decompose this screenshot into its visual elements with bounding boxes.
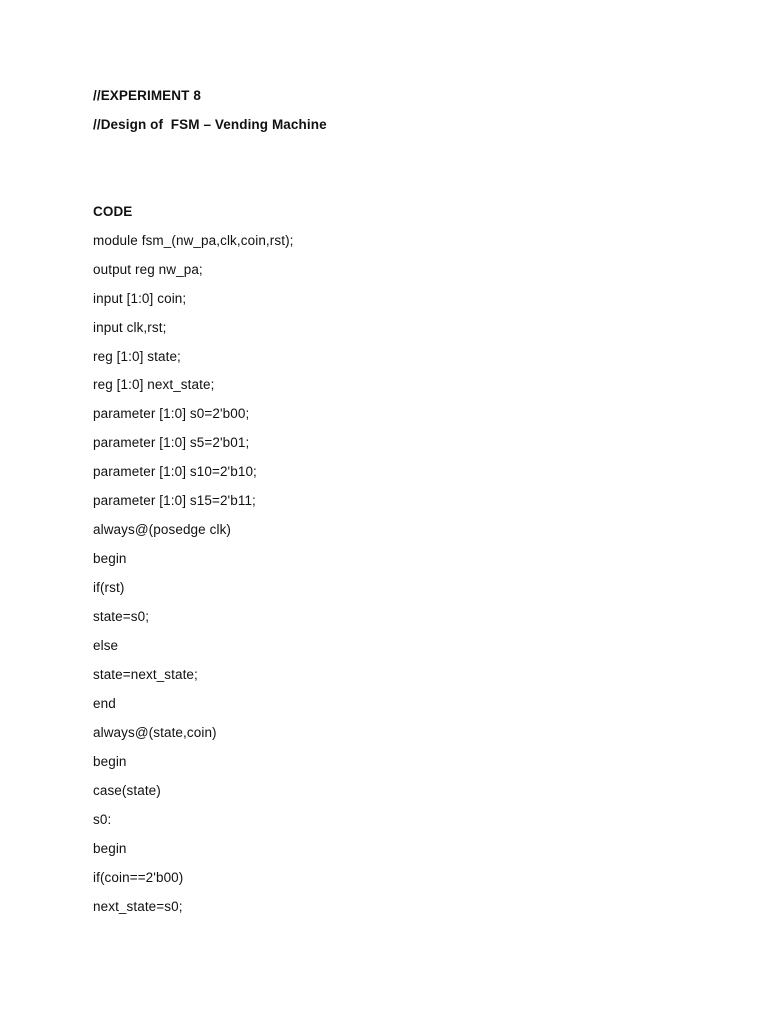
code-line: always@(posedge clk): [93, 522, 232, 537]
code-line: state=s0;: [93, 609, 150, 624]
design-heading: //Design of FSM – Vending Machine: [93, 117, 327, 132]
code-line: begin: [93, 841, 127, 856]
code-line: if(coin==2'b00): [93, 870, 184, 885]
code-line: s0:: [93, 812, 112, 827]
code-line: parameter [1:0] s10=2'b10;: [93, 464, 257, 479]
code-line: module fsm_(nw_pa,clk,coin,rst);: [93, 233, 294, 248]
code-line: if(rst): [93, 580, 125, 595]
code-line: case(state): [93, 783, 161, 798]
code-section-title: CODE: [93, 204, 133, 219]
code-line: state=next_state;: [93, 667, 198, 682]
code-line: always@(state,coin): [93, 725, 217, 740]
code-line: input clk,rst;: [93, 320, 167, 335]
code-line: begin: [93, 551, 127, 566]
code-line: parameter [1:0] s5=2'b01;: [93, 435, 250, 450]
code-line: input [1:0] coin;: [93, 291, 187, 306]
code-line: parameter [1:0] s0=2'b00;: [93, 406, 250, 421]
code-line: end: [93, 696, 116, 711]
code-line: begin: [93, 754, 127, 769]
code-line: output reg nw_pa;: [93, 262, 203, 277]
code-line: reg [1:0] next_state;: [93, 377, 215, 392]
code-line: next_state=s0;: [93, 899, 183, 914]
code-line: parameter [1:0] s15=2'b11;: [93, 493, 256, 508]
code-line: reg [1:0] state;: [93, 349, 181, 364]
code-line: else: [93, 638, 119, 653]
experiment-heading: //EXPERIMENT 8: [93, 88, 201, 103]
